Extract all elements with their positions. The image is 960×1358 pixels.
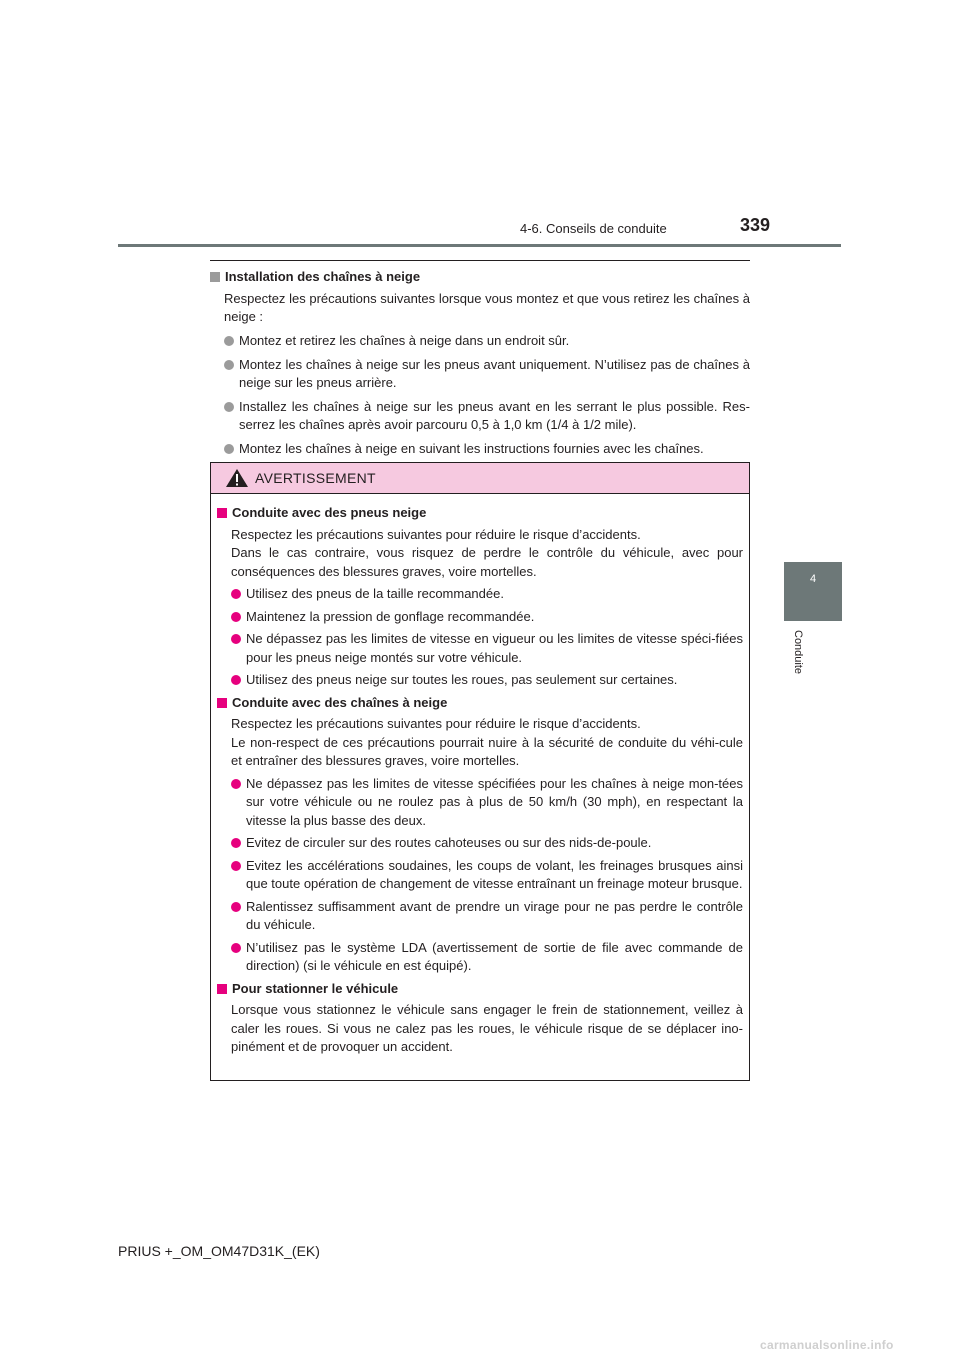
square-bullet-icon — [217, 508, 227, 518]
list-item — [217, 898, 743, 935]
round-bullet-icon — [231, 861, 241, 871]
watermark: carmanualsonline.info — [760, 1338, 894, 1352]
list-item-text: Montez les chaînes à neige sur les pneus avant uniquement. N’utilisez pas de chaînes à neige sur les pneus arrière. — [239, 357, 750, 390]
warning-title: AVERTISSEMENT — [255, 470, 376, 486]
list-item — [217, 857, 743, 894]
round-bullet-icon — [231, 943, 241, 953]
list-item — [217, 630, 743, 667]
list-item — [217, 608, 743, 627]
round-bullet-icon — [224, 336, 234, 346]
warning-section-intro: Lorsque vous stationnez le véhicule sans engager le frein de stationnement, veillez à caler les roues. Si vous ne calez pas les roues, le véhicule risque de se déplacer ino-pinément et de provoquer un accident. — [231, 1002, 743, 1054]
chapter-label: Conduite — [792, 630, 804, 675]
round-bullet-icon — [224, 360, 234, 370]
installation-heading-text: Installation des chaînes à neige — [225, 269, 421, 284]
round-bullet-icon — [231, 589, 241, 599]
list-item-text: N’utilisez pas le système LDA (avertissement de sortie de file avec commande de direction) (si le véhicule en est équipé). — [246, 939, 743, 973]
warning-body — [211, 494, 749, 1057]
list-item — [210, 356, 750, 392]
list-item-text: Ne dépassez pas les limites de vitesse en vigueur ou les limites de vitesse spéci-fiées pour les pneus neige montés sur votre véhicule. — [246, 631, 743, 665]
warning-section-heading-text: Pour stationner le véhicule — [232, 980, 399, 996]
square-bullet-icon — [217, 984, 227, 994]
list-item — [210, 332, 750, 350]
list-item-text: Evitez de circuler sur des routes cahoteuses ou sur des nids-de-poule. — [246, 835, 652, 850]
installation-heading — [210, 268, 750, 286]
warning-header — [211, 463, 749, 494]
round-bullet-icon — [231, 634, 241, 644]
round-bullet-icon — [224, 444, 234, 454]
list-item — [210, 440, 750, 458]
list-item — [217, 834, 743, 853]
warning-triangle-icon — [225, 468, 249, 488]
round-bullet-icon — [231, 838, 241, 848]
installation-bullet-list — [210, 332, 750, 458]
section-rule — [210, 260, 750, 261]
round-bullet-icon — [231, 675, 241, 685]
round-bullet-icon — [231, 902, 241, 912]
warning-section-heading-text: Conduite avec des chaînes à neige — [232, 694, 448, 710]
warning-section-heading — [217, 504, 743, 523]
list-item — [217, 775, 743, 831]
section-title: 4-6. Conseils de conduite — [520, 221, 667, 236]
list-item — [210, 398, 750, 434]
chapter-tab — [784, 562, 842, 621]
chapter-number: 4 — [809, 573, 817, 585]
installation-section — [210, 268, 750, 464]
list-item-text: Installez les chaînes à neige sur les pneus avant en les serrant le plus possible. Res-serrez les chaînes après avoir parcouru 0,5 à 1,0 km (1/4 à 1/2 mile). — [239, 399, 750, 432]
warning-section-heading — [217, 980, 743, 999]
square-bullet-icon — [210, 272, 220, 282]
list-item-text: Montez les chaînes à neige en suivant les instructions fournies avec les chaînes. — [239, 441, 704, 456]
warning-section-heading — [217, 694, 743, 713]
list-item-text: Montez et retirez les chaînes à neige dans un endroit sûr. — [239, 333, 570, 348]
list-item-text: Maintenez la pression de gonflage recommandée. — [246, 608, 535, 624]
document-code: PRIUS +_OM_OM47D31K_(EK) — [118, 1243, 320, 1259]
square-bullet-icon — [217, 698, 227, 708]
list-item-text: Ralentissez suffisamment avant de prendre un virage pour ne pas perdre le contrôle du véhicule. — [246, 898, 743, 932]
list-item-text: Ne dépassez pas les limites de vitesse spécifiées pour les chaînes à neige mon-tées sur votre véhicule ou ne roulez pas à plus de 50 km/h (30 mph), en respectant la vitesse la plus basse des deux. — [246, 775, 743, 828]
list-item-text: Evitez les accélérations soudaines, les coups de volant, les freinages brusques ainsi que toute opération de changement de vitesse entraînant un freinage moteur brusque. — [246, 857, 743, 891]
warning-section-intro: Respectez les précautions suivantes pour réduire le risque d’accidents. Dans le cas contraire, vous risquez de perdre le contrôle du véhicule, avec pour conséquences des blessures graves, voire mortelles. — [231, 526, 743, 579]
page-number: 339 — [740, 215, 771, 235]
header-rule — [118, 244, 841, 247]
warning-box — [210, 462, 750, 1081]
round-bullet-icon — [231, 612, 241, 622]
round-bullet-icon — [231, 779, 241, 789]
warning-section-heading-text: Conduite avec des pneus neige — [232, 505, 427, 520]
list-item-text: Utilisez des pneus de la taille recommandée. — [246, 586, 504, 601]
list-item — [217, 671, 743, 690]
list-item — [217, 585, 743, 604]
round-bullet-icon — [224, 402, 234, 412]
list-item — [217, 939, 743, 976]
warning-section-intro: Respectez les précautions suivantes pour réduire le risque d’accidents. Le non-respect de ces précautions pourrait nuire à la sécurité de conduite du véhi-cule et entraîner des blessures graves, voire mortelles. — [231, 716, 743, 768]
installation-intro: Respectez les précautions suivantes lorsque vous montez et que vous retirez les chaînes à neige : — [224, 291, 750, 324]
list-item-text: Utilisez des pneus neige sur toutes les roues, pas seulement sur certaines. — [246, 672, 678, 687]
